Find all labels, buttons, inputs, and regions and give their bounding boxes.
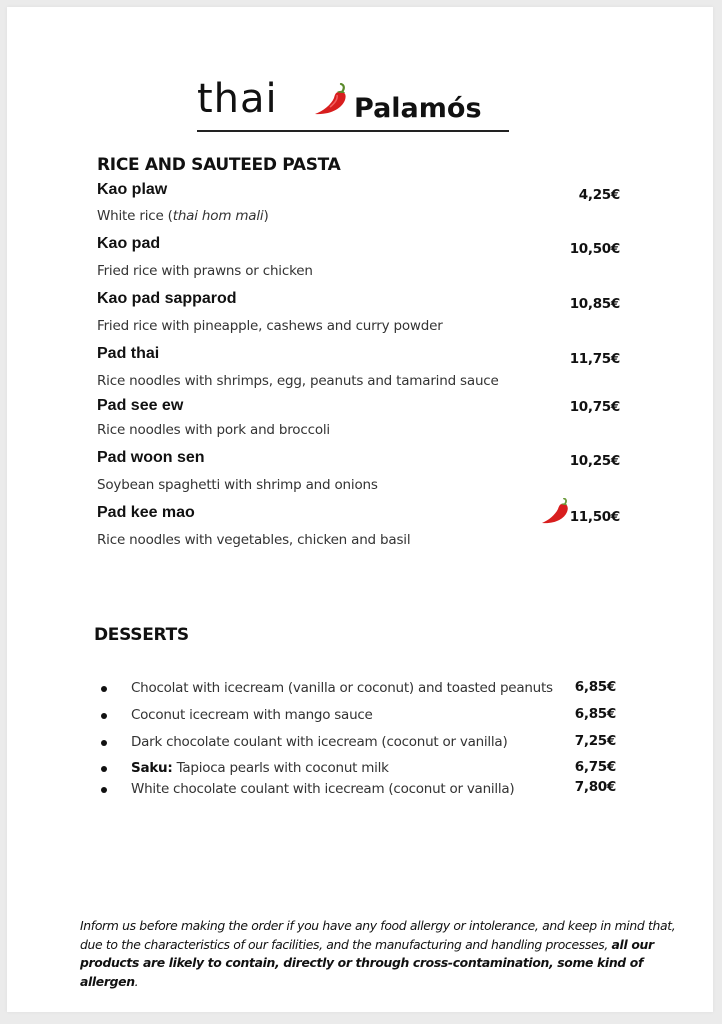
logo-underline: [197, 130, 509, 132]
dessert-description: Dark chocolate coulant with icecream (coconut or vanilla): [131, 734, 508, 750]
dish-name: Pad woon sen: [97, 449, 205, 466]
dish-description: White rice (thai hom mali): [97, 208, 269, 224]
dish-price: 4,25€: [578, 187, 620, 203]
dish-name: Pad kee mao: [97, 504, 195, 521]
dish-description: Fried rice with pineapple, cashews and curry powder: [97, 318, 443, 334]
dessert-description: White chocolate coulant with icecream (coconut or vanilla): [131, 781, 515, 797]
section-title-rice: RICE AND SAUTEED PASTA: [97, 155, 341, 175]
chili-pepper-icon: [311, 83, 351, 119]
dessert-description: Saku: Tapioca pearls with coconut milk: [131, 760, 389, 776]
logo-wordmark: thai: [197, 76, 278, 122]
restaurant-logo: [191, 75, 509, 133]
bullet-icon: [101, 686, 107, 692]
dish-description: Rice noodles with shrimps, egg, peanuts and tamarind sauce: [97, 373, 499, 389]
dessert-price: 6,85€: [574, 679, 616, 695]
dessert-description: Coconut icecream with mango sauce: [131, 707, 373, 723]
spicy-chili-icon: [540, 498, 572, 526]
dish-name: Pad see ew: [97, 397, 184, 414]
dish-price: 11,50€: [569, 509, 620, 525]
dessert-price: 7,80€: [574, 779, 616, 795]
dish-name: Pad thai: [97, 345, 160, 362]
dish-description: Rice noodles with vegetables, chicken and basil: [97, 532, 411, 548]
dish-price: 10,50€: [569, 241, 620, 257]
dessert-price: 6,85€: [574, 706, 616, 722]
dish-price: 10,75€: [569, 399, 620, 415]
dish-name: Kao pad: [97, 235, 161, 252]
dessert-price: 7,25€: [574, 733, 616, 749]
dish-price: 10,85€: [569, 296, 620, 312]
bullet-icon: [101, 713, 107, 719]
bullet-icon: [101, 766, 107, 772]
dish-name: Kao plaw: [97, 181, 168, 198]
dessert-price: 6,75€: [574, 759, 616, 775]
dish-description: Fried rice with prawns or chicken: [97, 263, 313, 279]
bullet-icon: [101, 787, 107, 793]
dish-price: 10,25€: [569, 453, 620, 469]
bullet-icon: [101, 740, 107, 746]
dish-description: Rice noodles with pork and broccoli: [97, 422, 330, 438]
dish-description: Soybean spaghetti with shrimp and onions: [97, 477, 378, 493]
logo-place-name: Palamós: [354, 93, 482, 124]
dish-price: 11,75€: [569, 351, 620, 367]
menu-page: [7, 7, 713, 1012]
dessert-description: Chocolat with icecream (vanilla or coconut) and toasted peanuts: [131, 680, 553, 696]
dish-name: Kao pad sapparod: [97, 290, 237, 307]
section-title-desserts: DESSERTS: [94, 625, 189, 645]
allergen-disclaimer: Inform us before making the order if you have any food allergy or intolerance, and keep in mind that, due to the characteristics of our facilities, and the manufacturing and handling processes, all our products are likely to contain, directly or through cross-contamination, some kind of allergen.: [80, 918, 676, 989]
